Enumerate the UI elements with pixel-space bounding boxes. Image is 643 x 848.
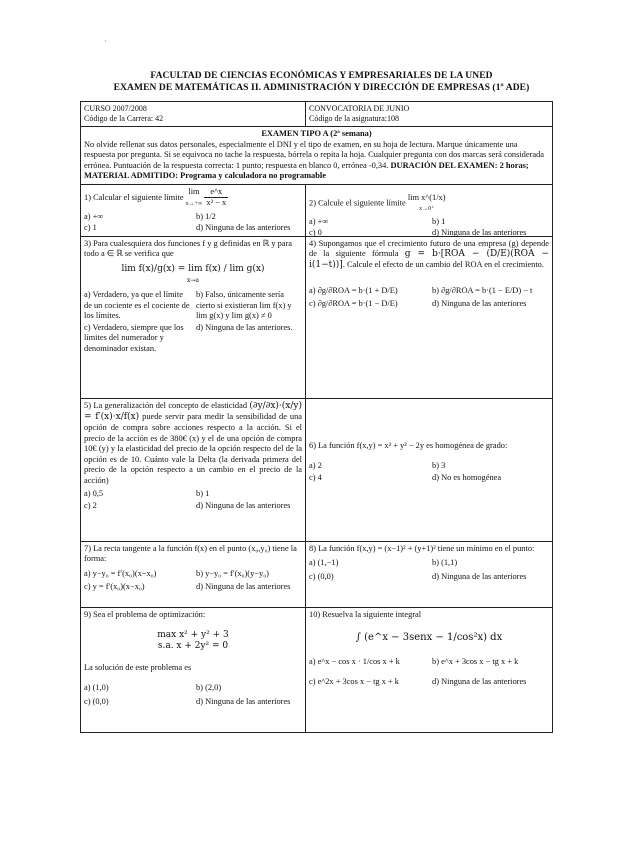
q8-text: 8) La función f(x,y) = (x−1)² + (y+1)² tiene un mínimo en el punto:: [309, 543, 535, 553]
row-q9-q10: [81, 608, 552, 732]
q1-text: 1) Calcular el siguiente límite: [84, 192, 184, 202]
q10-options: [309, 657, 549, 688]
q9-text-2: La solución de este problema es: [84, 662, 192, 672]
q4-option-d: d) Ninguna de las anteriores: [432, 299, 527, 308]
row-q5-q6: [81, 399, 552, 542]
q1-option-d: d) Ninguna de las anteriores: [196, 223, 291, 232]
question-7: [81, 542, 306, 607]
q5-text: 5) La generalización del concepto de elasticidad: [84, 400, 248, 410]
q10-option-a: a) e^x − cos x · 1/cos x + k: [309, 656, 400, 666]
q5-option-a: a) 0,5: [84, 489, 104, 498]
q7-option-d: d) Ninguna de las anteriores: [196, 582, 291, 591]
q1-limit: lim x→+∞: [185, 187, 203, 207]
q1-options: [84, 212, 302, 234]
exam-sheet: [80, 101, 553, 733]
q2-option-a: a) +∞: [309, 216, 329, 226]
q10-option-d: d) Ninguna de las anteriores: [432, 677, 527, 686]
row-q1-q2: [81, 185, 552, 237]
q7-text: 7) La recta tangente a la función f(x) en el punto (x₀,y₀) tiene la forma:: [84, 543, 297, 563]
q8-option-b: b) (1,1): [432, 558, 458, 567]
q7-option-c: c) y = f′(x₀)(x−x₀): [84, 582, 145, 591]
instructions-row: [81, 127, 552, 185]
q4-option-b: b) ∂g/∂ROA = b·(1 − E/D) − t: [432, 285, 533, 295]
instructions-bold: DURACIÓN DEL EXAMEN: 2 horas; MATERIAL ADMITIDO: Programa y calculadora no programable: [84, 160, 529, 180]
instructions-body: No olvide rellenar sus datos personales, especialmente el DNI y el tipo de examen, en su hoja de lectura. Marque únicamente una respuesta por pregunta. Si se equivoca no tache la respuesta, bórrela o repita la hoja. Cualquier pregunta con dos marcas será considerada errónea. Puntuación de la respuesta correcta: 1 punto; respuesta en blanco 0, errónea -0,34.: [84, 139, 544, 170]
question-10: [306, 608, 552, 732]
q5-option-d: d) Ninguna de las anteriores: [196, 500, 291, 510]
question-1: [81, 185, 306, 236]
q10-option-b: b) e^x + 3cos x − tg x + k: [432, 656, 519, 666]
q6-option-b: b) 3: [432, 461, 446, 470]
q6-options: [309, 461, 549, 483]
q2-options: [309, 217, 549, 239]
q4-option-a: a) ∂g/∂ROA = b·(1 + D/E): [309, 285, 398, 295]
question-8: [306, 542, 552, 607]
question-4: [306, 237, 552, 398]
q4-option-c: c) ∂g/∂ROA = b·(1 − D/E): [309, 299, 398, 308]
q5-option-c: c) 2: [84, 500, 97, 510]
codigo-asignatura-label: Código de la asignatura:108: [309, 114, 399, 123]
info-right: [306, 102, 552, 126]
exam-title-header: EXAMEN DE MATEMÁTICAS II. ADMINISTRACIÓN Y DIRECCIÓN DE EMPRESAS (1º ADE): [113, 83, 530, 93]
q9-text: 9) Sea el problema de optimización:: [84, 609, 206, 619]
q4-formula: g = b·[ROA − (D/E)(ROA − i(1−t))]: [309, 249, 550, 271]
q1-option-a: a) +∞: [84, 211, 104, 221]
q10-option-c: c) e^2x + 3cos x − tg x + k: [309, 677, 399, 686]
q9-formula-line-1: max x² + y² + 3: [157, 630, 229, 640]
q1-fraction: $\frac{e\^{}x}{\text{x² − x}}$: [206, 186, 227, 207]
row-q7-q8: [81, 542, 552, 608]
q8-option-c: c) (0,0): [309, 571, 334, 581]
q2-option-c: c) 0: [309, 228, 322, 237]
q3-formula: lim f(x)/g(x) = lim f(x) / lim g(x) x→a: [121, 263, 265, 284]
q8-option-d: d) Ninguna de las anteriores: [432, 571, 527, 581]
instructions-text: [84, 140, 549, 182]
q8-option-a: a) (1,−1): [309, 558, 339, 567]
question-3: [81, 237, 306, 398]
q4-text: 4) Supongamos que el crecimiento futuro de una empresa (g) depende de la siguiente fórmula: [309, 238, 549, 258]
q6-option-a: a) 2: [309, 461, 322, 470]
q3-option-b: b) Falso, únicamente sería cierto si existieran lim f(x) y lim g(x) y lim g(x) ≠ 0: [196, 290, 292, 320]
exam-type-title: EXAMEN TIPO A (2ª semana): [261, 129, 372, 138]
q6-option-c: c) 4: [309, 472, 322, 482]
info-row: [81, 102, 552, 127]
codigo-carrera-label: Código de la Carrera: 42: [84, 114, 164, 123]
q7-option-b: b) y−y₀ = f′(x₀)(y−y₀): [196, 568, 269, 578]
q5-text-2: puede servir para medir la sensibilidad de una opción de compra sobre acciones respecto a la acción. Si el precio de la acción es de 380€ (x) y el de una opción de compra 10€ (y) y la elasticidad del precio de la opción respecto del de la opción es de 10. Cuánto vale la Delta (la derivada primera del precio de la opción respecto a un cambio en el precio de la acción): [84, 411, 302, 485]
q9-options: [84, 683, 302, 707]
q2-text: 2) Calcule el siguiente límite: [309, 197, 406, 207]
instructions-cell: [81, 127, 552, 184]
question-6: [306, 399, 552, 541]
q3-options: [84, 290, 302, 354]
q10-text: 10) Resuelva la siguiente integral: [309, 609, 422, 619]
q2-limit: lim x^(1/x) x→0⁺: [407, 192, 446, 212]
q9-option-c: c) (0,0): [84, 696, 109, 706]
info-left: [81, 102, 306, 126]
q9-formula: [84, 630, 302, 653]
q5-formula: (∂y/∂x)·(x/y) = f′(x)·x/f(x): [84, 400, 303, 422]
faculty-title: FACULTAD DE CIENCIAS ECONÓMICAS Y EMPRESARIALES DE LA UNED: [150, 71, 493, 81]
curso-label: CURSO 2007/2008: [84, 104, 147, 113]
q2-option-b: b) 1: [432, 216, 446, 226]
q9-option-a: a) (1,0): [84, 683, 109, 692]
q10-formula: ∫ (e^x − 3senx − 1/cos²x) dx: [355, 632, 503, 643]
q9-option-d: d) Ninguna de las anteriores: [196, 696, 291, 706]
q3-option-d: d) Ninguna de las anteriores.: [196, 322, 293, 332]
q7-option-a: a) y−y₀ = f′(x₀)(x−x₀): [84, 568, 157, 578]
q4-text-2: . Calcule el efecto de un cambio del ROA en el crecimiento.: [342, 260, 544, 270]
q5-option-b: b) 1: [196, 489, 210, 498]
q9-option-b: b) (2,0): [196, 683, 222, 692]
convocatoria-label: CONVOCATORIA DE JUNIO: [309, 104, 410, 113]
question-9: [81, 608, 306, 732]
q1-option-b: b) 1/2: [196, 211, 216, 221]
row-q3-q4: [81, 237, 552, 399]
q3-option-c: c) Verdadero, siempre que los límites del numerador y denominador existan.: [84, 322, 184, 353]
q8-options: [309, 558, 549, 582]
question-5: [81, 399, 306, 541]
question-2: [306, 185, 552, 236]
page-mark: ·: [104, 37, 107, 46]
q1-option-c: c) 1: [84, 223, 97, 232]
q4-options: [309, 286, 549, 310]
q6-text: 6) La función f(x,y) = x² + y² − 2y es homogénea de grado:: [309, 440, 508, 450]
q3-text: 3) Para cualesquiera dos funciones f y g definidas en ℝ y para todo a ∈ ℝ se verifica que: [84, 238, 293, 258]
q3-option-a: a) Verdadero, ya que el límite de un cociente es el cociente de los límites.: [84, 290, 190, 320]
q6-option-d: d) No es homogénea: [432, 472, 502, 482]
q2-option-d: d) Ninguna de las anteriores: [432, 228, 527, 237]
q5-options: [84, 489, 302, 511]
q9-formula-line-2: s.a. x + 2y² = 0: [157, 641, 229, 652]
q7-options: [84, 569, 302, 593]
